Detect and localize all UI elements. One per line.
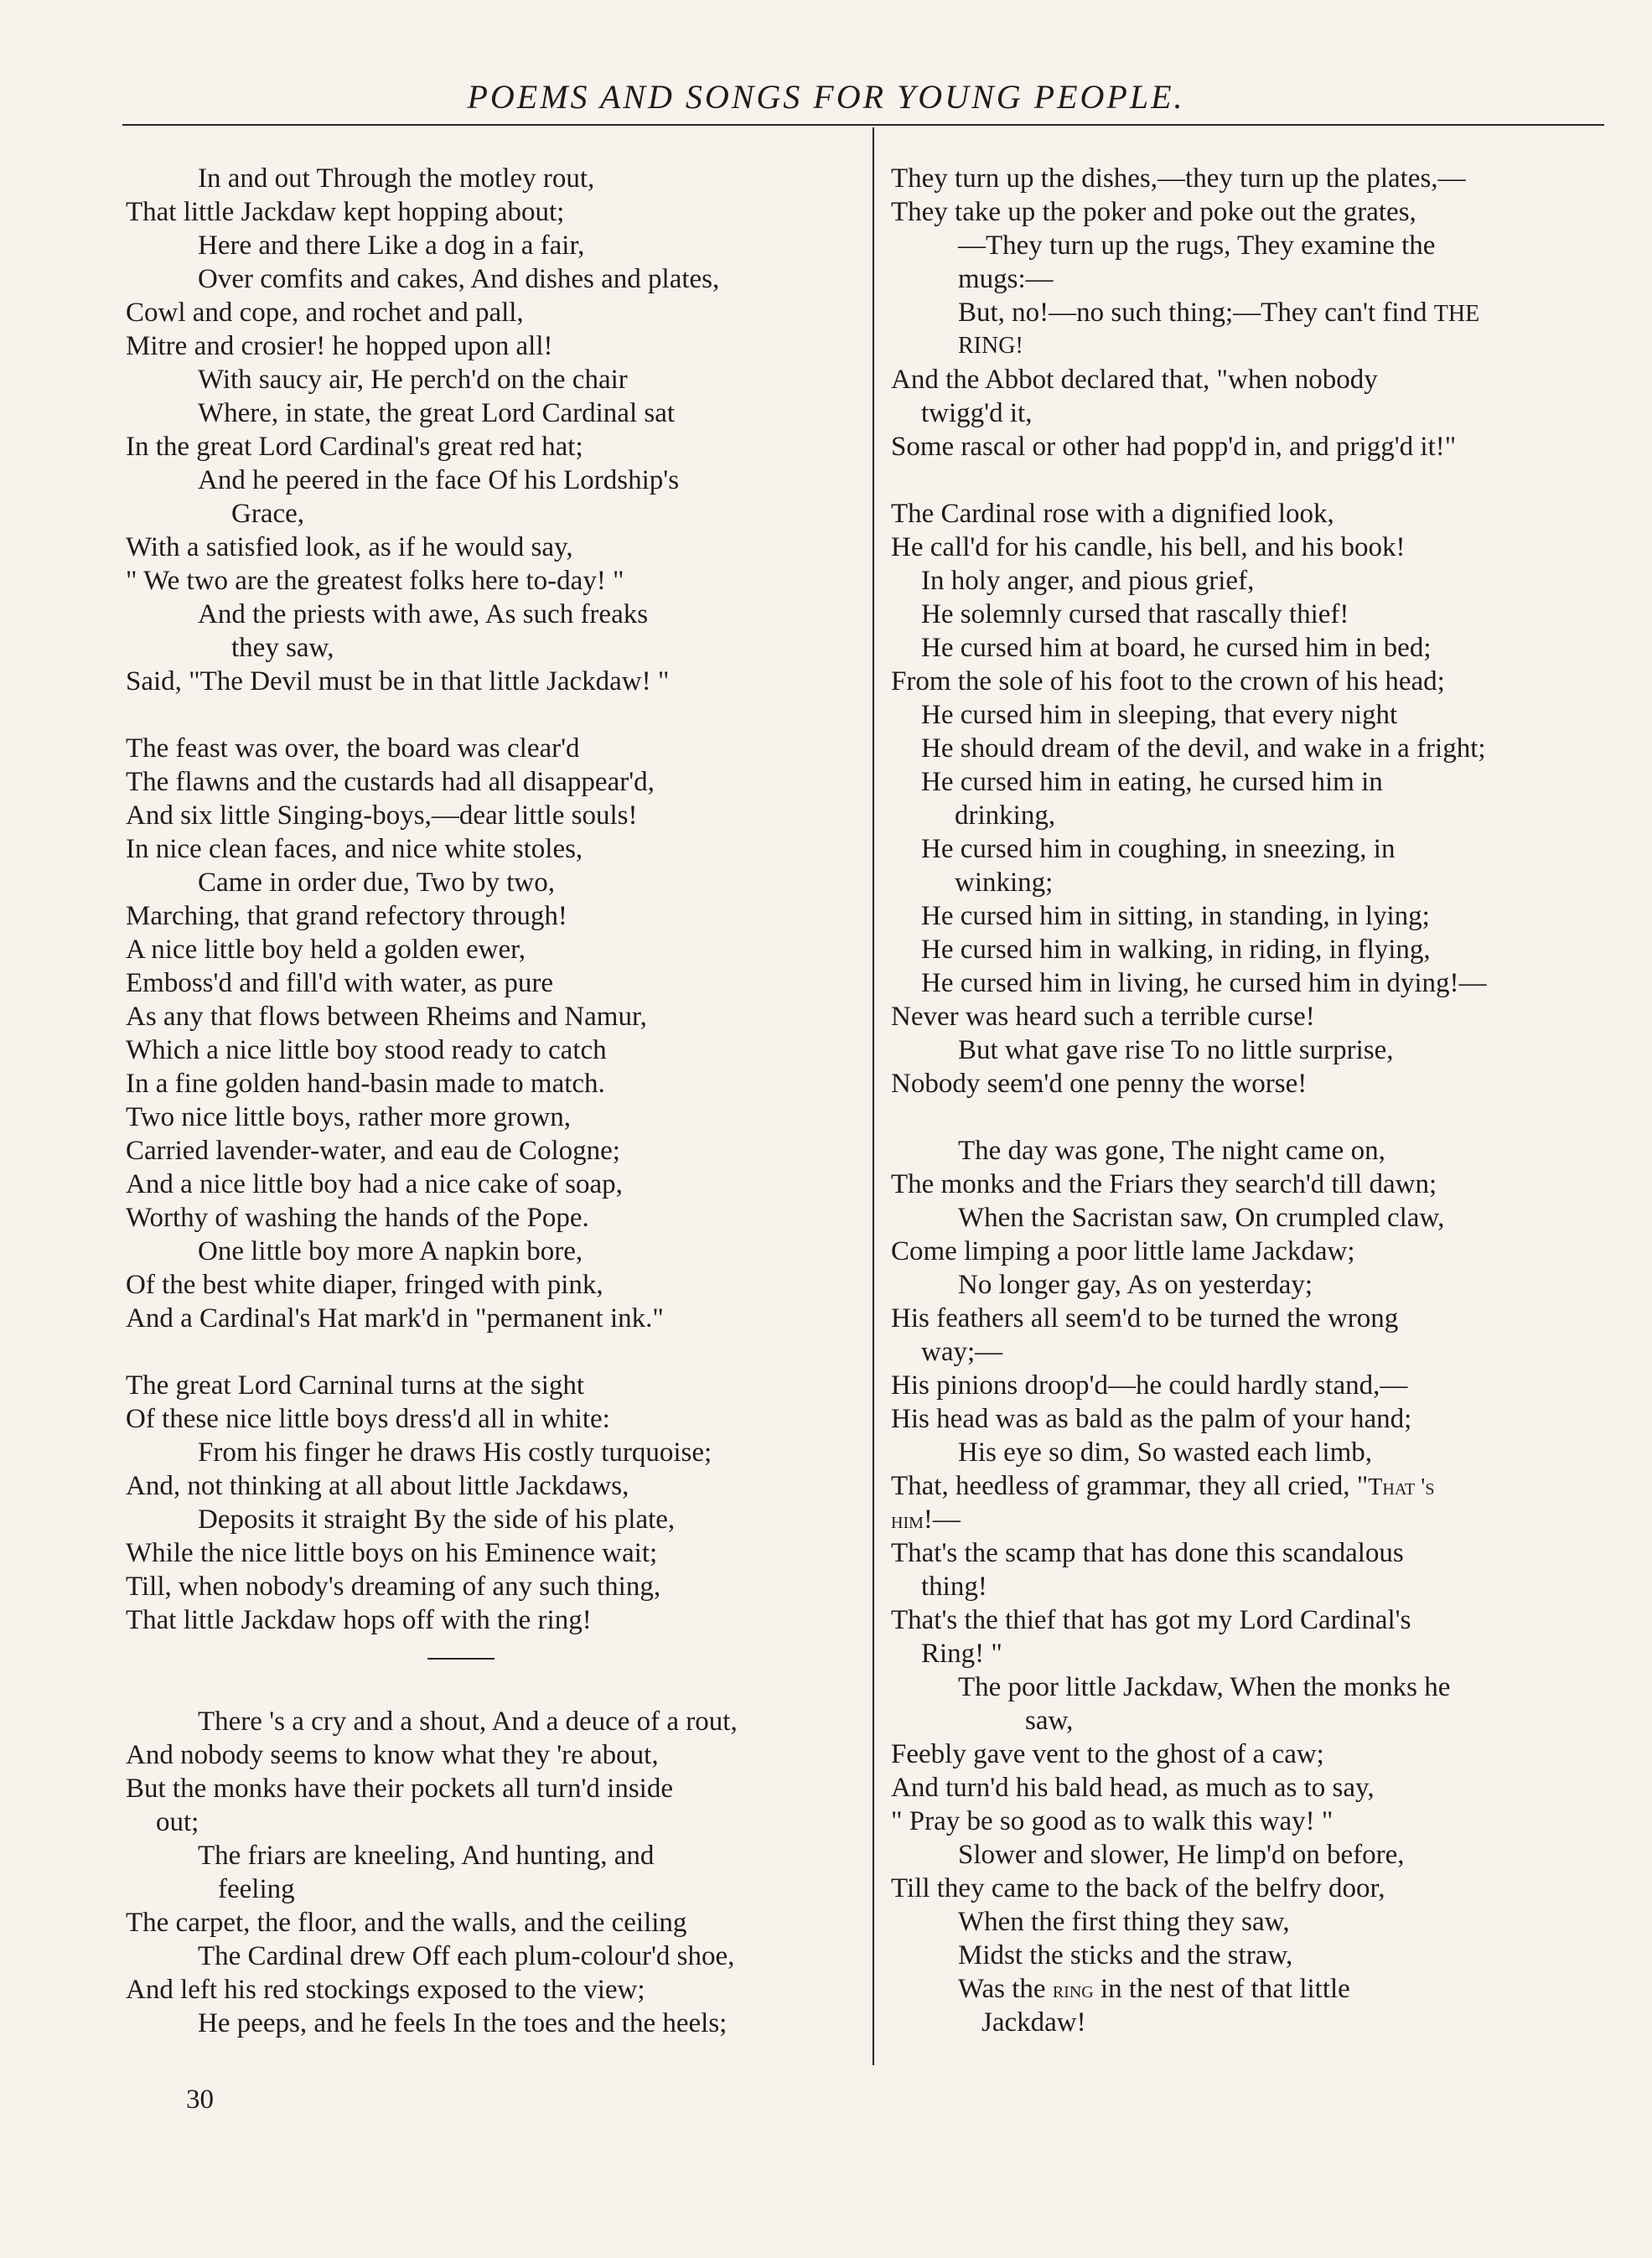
small-caps-word: ring [1052,1977,1094,2003]
verse-line: In and out Through the motley rout, [198,163,595,194]
verse-line: One little boy more A napkin bore, [198,1236,583,1266]
verse-line: Cowl and cope, and rochet and pall, [126,298,524,328]
verse-line: And he peered in the face Of his Lordship's [198,465,680,495]
column-divider [873,127,874,2065]
verse-line: And the priests with awe, As such freaks [198,599,649,629]
stanza [126,162,848,698]
verse-line: Mitre and crosier! he hopped upon all! [126,331,553,361]
verse-line: His feathers all seem'd to be turned the wrong [891,1303,1399,1334]
stanza [126,1705,848,2040]
verse-line: Nobody seem'd one penny the worse! [891,1069,1308,1099]
verse-line: And six little Singing-boys,—dear little souls! [126,800,638,831]
verse-line: He call'd for his candle, his bell, and his book! [891,532,1406,562]
small-caps-word: That 's [1368,1474,1435,1500]
section-divider [427,1658,495,1660]
verse-line: Emboss'd and fill'd with water, as pure [126,968,554,998]
page-number: 30 [186,2085,214,2115]
verse-line: In a fine golden hand-basin made to match. [126,1069,605,1099]
stanza [891,497,1610,1101]
verse-line: In holy anger, and pious grief, [921,566,1255,596]
verse-text: That, heedless of grammar, they all cried, " [891,1471,1369,1501]
verse-line: While the nice little boys on his Eminence wait; [126,1538,658,1568]
verse-line: Till, when nobody's dreaming of any such thing, [126,1572,661,1602]
verse-line: With saucy air, He perch'd on the chair [198,365,628,395]
verse-line: He cursed him in coughing, in sneezing, in [921,834,1396,864]
verse-text: Was the [958,1974,1046,2004]
verse-line: And turn'd his bald head, as much as to say, [891,1773,1375,1803]
stanza [891,1134,1610,2039]
verse-line: Over comfits and cakes, And dishes and plates, [198,264,720,294]
verse-line: That's the thief that has got my Lord Cardinal's [891,1605,1411,1635]
verse-line: Marching, that grand refectory through! [126,901,567,931]
verse-line: He cursed him in sitting, in standing, in lying; [921,901,1430,931]
verse-line-continuation: saw, [1025,1706,1074,1736]
running-head: POEMS AND SONGS FOR YOUNG PEOPLE. [467,78,1185,116]
verse-line: The great Lord Carninal turns at the sight [126,1370,585,1401]
verse-line: And nobody seems to know what they 're about, [126,1740,659,1770]
verse-line: That's the scamp that has done this scandalous [891,1538,1404,1568]
stanza [126,732,848,1335]
verse-line: Here and there Like a dog in a fair, [198,230,585,261]
verse-line-continuation: Grace, [231,499,305,529]
small-caps-word: him [891,1508,924,1534]
stanza [891,162,1610,464]
verse-line: But the monks have their pockets all turn'd inside [126,1774,673,1804]
verse-line: He cursed him in walking, in riding, in flying, [921,935,1431,965]
verse-line: His eye so dim, So wasted each limb, [958,1437,1373,1468]
verse-line: Till they came to the back of the belfry door, [891,1873,1385,1903]
verse-line-continuation: drinking, [955,800,1056,831]
verse-line: Where, in state, the great Lord Cardinal sat [198,398,676,428]
verse-line: From his finger he draws His costly turquoise; [198,1437,712,1468]
verse-line: The poor little Jackdaw, When the monks he [958,1672,1451,1702]
verse-line [891,1972,1610,2006]
verse-text: !— [923,1504,961,1535]
small-caps-word: THE [1433,301,1480,327]
verse-line: Slower and slower, He limp'd on before, [958,1840,1405,1870]
verse-line: When the Sacristan saw, On crumpled claw, [958,1203,1445,1233]
verse-line: His pinions droop'd—he could hardly stand,— [891,1370,1408,1401]
verse-line-continuation: twigg'd it, [921,398,1033,428]
verse-line: His head was as bald as the palm of your hand; [891,1404,1412,1434]
verse-line-continuation: feeling [218,1874,295,1904]
verse-line: Worthy of washing the hands of the Pope. [126,1203,589,1233]
right-column [891,162,1610,2039]
verse-line-continuation: Jackdaw! [981,2007,1086,2038]
header-rule [122,124,1604,126]
verse-line: From the sole of his foot to the crown of his head; [891,666,1445,697]
verse-line: Never was heard such a terrible curse! [891,1002,1315,1032]
verse-line: The day was gone, The night came on, [958,1136,1385,1166]
verse-line: And a Cardinal's Hat mark'd in "permanent ink." [126,1303,664,1334]
verse-line: That little Jackdaw hops off with the ring! [126,1605,592,1635]
verse-line-continuation: way;— [921,1337,1003,1367]
verse-line: Some rascal or other had popp'd in, and prigg'd it!" [891,432,1457,462]
verse-line: Deposits it straight By the side of his plate, [198,1504,676,1535]
verse-line: Which a nice little boy stood ready to catch [126,1035,607,1065]
verse-line: The Cardinal rose with a dignified look, [891,499,1334,529]
verse-line: The feast was over, the board was clear'd [126,733,580,764]
verse-line: Come limping a poor little lame Jackdaw; [891,1236,1355,1266]
verse-line: And a nice little boy had a nice cake of soap, [126,1169,623,1199]
verse-line: He cursed him in eating, he cursed him in [921,767,1383,797]
verse-line-continuation: RING! [958,333,1023,359]
verse-line: The carpet, the floor, and the walls, and the ceiling [126,1908,687,1938]
verse-line: They turn up the dishes,—they turn up the plates,— [891,163,1466,194]
verse-line: The monks and the Friars they search'd till dawn; [891,1169,1437,1199]
verse-line: And, not thinking at all about little Jackdaws, [126,1471,629,1501]
verse-line-continuation: mugs:— [958,264,1054,294]
verse-line: " We two are the greatest folks here to-day! " [126,566,624,596]
stanza [126,1369,848,1637]
verse-line: The friars are kneeling, And hunting, and [198,1841,655,1871]
verse-line: Of these nice little boys dress'd all in white: [126,1404,610,1434]
verse-line: —They turn up the rugs, They examine the [958,230,1436,261]
verse-line: Carried lavender-water, and eau de Cologne; [126,1136,620,1166]
verse-line: And left his red stockings exposed to the view; [126,1975,645,2005]
verse-line: No longer gay, As on yesterday; [958,1270,1313,1300]
verse-line: Feebly gave vent to the ghost of a caw; [891,1739,1324,1769]
verse-line: But what gave rise To no little surprise, [958,1035,1394,1065]
verse-line-continuation: thing! [921,1572,987,1602]
verse-line: Said, "The Devil must be in that little Jackdaw! " [126,666,670,697]
verse-line: He cursed him in living, he cursed him in dying!— [921,968,1487,998]
verse-line-continuation: winking; [955,867,1054,898]
verse-line-continuation: they saw, [231,633,334,663]
verse-line: He cursed him in sleeping, that every night [921,700,1398,730]
left-column [126,162,848,2040]
verse-line: He solemnly cursed that rascally thief! [921,599,1349,629]
verse-line-continuation [891,1503,1610,1536]
verse-line: There 's a cry and a shout, And a deuce of a rout, [198,1706,738,1737]
verse-line: The Cardinal drew Off each plum-colour'd shoe, [198,1941,735,1971]
verse-line: " Pray be so good as to walk this way! " [891,1806,1334,1836]
verse-line: Came in order due, Two by two, [198,867,556,898]
verse-text: But, no!—no such thing;—They can't find [958,298,1427,328]
verse-line: The flawns and the custards had all disappear'd, [126,767,655,797]
verse-line: They take up the poker and poke out the grates, [891,197,1416,227]
verse-line: That little Jackdaw kept hopping about; [126,197,565,227]
verse-line-continuation: Ring! " [921,1639,1002,1669]
verse-line: In nice clean faces, and nice white stoles, [126,834,583,864]
verse-line: And the Abbot declared that, "when nobody [891,365,1378,395]
verse-line-continuation: out; [156,1807,199,1837]
verse-line: He cursed him at board, he cursed him in bed; [921,633,1432,663]
verse-line: He peeps, and he feels In the toes and the heels; [198,2008,728,2038]
verse-line: Midst the sticks and the straw, [958,1940,1293,1971]
verse-line: In the great Lord Cardinal's great red hat; [126,432,583,462]
verse-text: in the nest of that little [1100,1974,1350,2004]
verse-line: When the first thing they saw, [958,1907,1290,1937]
verse-line: A nice little boy held a golden ewer, [126,935,526,965]
verse-line: Of the best white diaper, fringed with pink, [126,1270,603,1300]
verse-line: As any that flows between Rheims and Namur, [126,1002,647,1032]
verse-line [891,1469,1610,1503]
verse-line: Two nice little boys, rather more grown, [126,1102,572,1132]
verse-line [891,296,1610,329]
verse-line: With a satisfied look, as if he would say, [126,532,573,562]
verse-line: He should dream of the devil, and wake in a fright; [921,733,1486,764]
